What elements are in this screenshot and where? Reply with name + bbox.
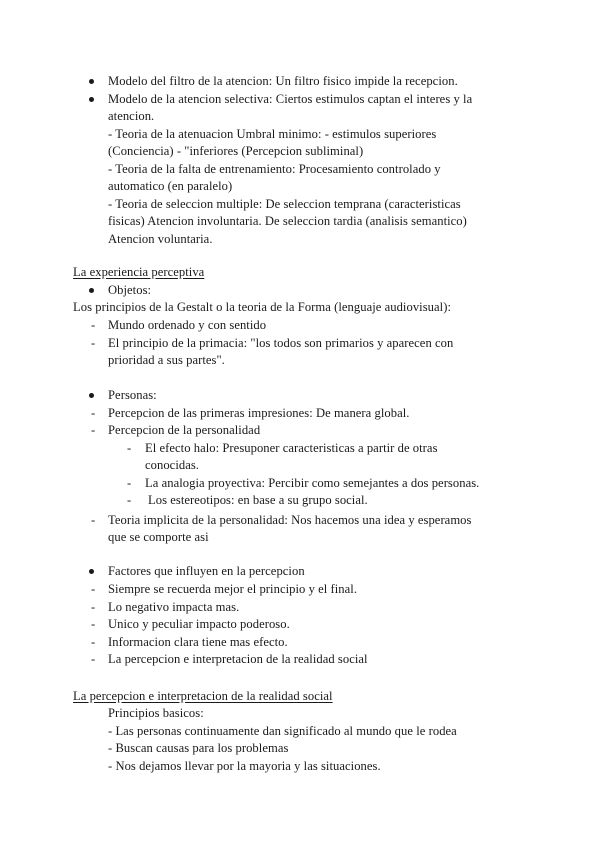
text-line: Informacion clara tiene mas efecto. (108, 635, 288, 649)
text-line: Principios basicos: (108, 706, 204, 720)
text-line: Factores que influyen en la percepcion (108, 564, 305, 578)
section-heading: La experiencia perceptiva (73, 265, 205, 279)
text-line: La analogia proyectiva: Percibir como semejantes a dos personas. (145, 476, 480, 490)
text-line: Atencion voluntaria. (108, 232, 213, 246)
text-line: automatico (en paralelo) (108, 179, 233, 193)
text-line: Los principios de la Gestalt o la teoria de la Forma (lenguaje audiovisual): (73, 300, 452, 314)
section-heading: La percepcion e interpretacion de la realidad social (73, 689, 333, 703)
dash-marker: - (91, 336, 96, 350)
dash-marker: - (91, 318, 96, 332)
text-line: conocidas. (145, 458, 200, 472)
dash-marker: - (127, 476, 132, 490)
text-line: El efecto halo: Presuponer caracteristicas a partir de otras (145, 441, 438, 455)
text-line: Lo negativo impacta mas. (108, 600, 240, 614)
bullet-dot (89, 569, 94, 574)
text-line: La percepcion e interpretacion de la realidad social (108, 652, 368, 666)
text-line: Objetos: (108, 283, 152, 297)
bullet-dot (89, 97, 94, 102)
text-line: Unico y peculiar impacto poderoso. (108, 617, 290, 631)
text-line: (Conciencia) - "inferiores (Percepcion subliminal) (108, 144, 364, 158)
text-line: - Teoria de la falta de entrenamiento: Procesamiento controlado y (108, 162, 441, 176)
text-line: - Las personas continuamente dan significado al mundo que le rodea (108, 724, 457, 738)
dash-marker: - (127, 441, 132, 455)
text-line: - Nos dejamos llevar por la mayoria y las situaciones. (108, 759, 381, 773)
text-line: atencion. (108, 109, 155, 123)
text-line: Percepcion de las primeras impresiones: De manera global. (108, 406, 410, 420)
dash-marker: - (91, 406, 96, 420)
bullet-dot (89, 79, 94, 84)
text-line: Percepcion de la personalidad (108, 423, 261, 437)
text-line: - Teoria de seleccion multiple: De seleccion temprana (caracteristicas (108, 197, 461, 211)
text-line: El principio de la primacia: "los todos son primarios y aparecen con (108, 336, 454, 350)
text-line: prioridad a sus partes". (108, 353, 225, 367)
bullet-dot (89, 288, 94, 293)
text-line: fisicas) Atencion involuntaria. De seleccion tardia (analisis semantico) (108, 214, 467, 228)
dash-marker: - (127, 493, 132, 507)
dash-marker: - (91, 582, 96, 596)
text-line: Mundo ordenado y con sentido (108, 318, 267, 332)
text-line: Siempre se recuerda mejor el principio y el final. (108, 582, 358, 596)
dash-marker: - (91, 423, 96, 437)
text-line: Modelo del filtro de la atencion: Un filtro fisico impide la recepcion. (108, 74, 458, 88)
dash-marker: - (91, 652, 96, 666)
dash-marker: - (91, 617, 96, 631)
dash-marker: - (91, 513, 96, 527)
text-line: - Teoria de la atenuacion Umbral minimo: - estimulos superiores (108, 127, 437, 141)
dash-marker: - (91, 635, 96, 649)
text-line: Modelo de la atencion selectiva: Ciertos estimulos captan el interes y la (108, 92, 473, 106)
dash-marker: - (91, 600, 96, 614)
text-line: - Buscan causas para los problemas (108, 741, 289, 755)
text-line: Personas: (108, 388, 157, 402)
text-line: que se comporte asi (108, 530, 209, 544)
text-line: Los estereotipos: en base a su grupo social. (148, 493, 368, 507)
bullet-dot (89, 393, 94, 398)
text-line: Teoria implicita de la personalidad: Nos hacemos una idea y esperamos (108, 513, 472, 527)
